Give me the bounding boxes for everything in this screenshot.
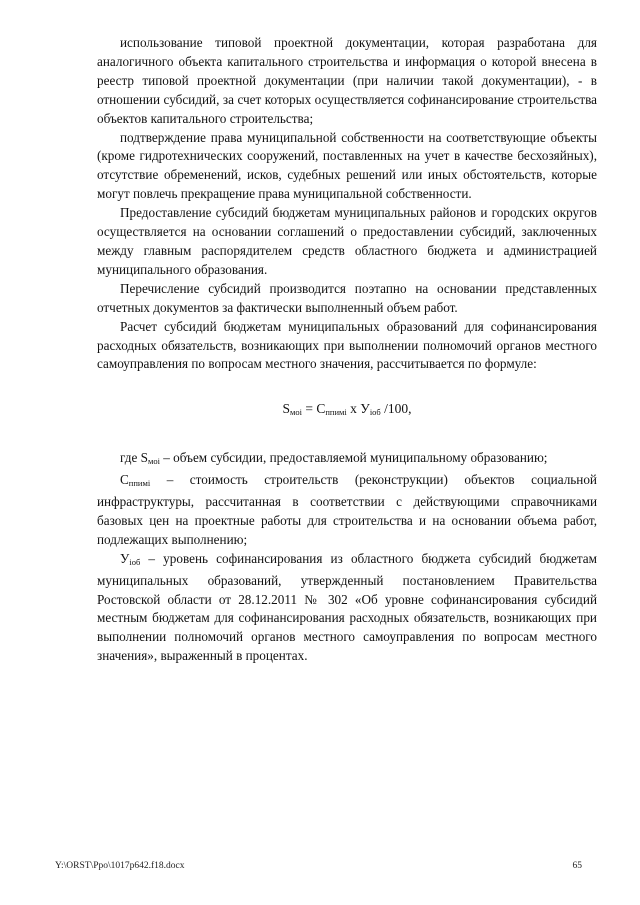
formula-eq: = C bbox=[301, 401, 326, 417]
definition-symbol-sub: iоб bbox=[129, 556, 141, 567]
definition-text: – стоимость строительств (реконструкции) объектов социальной инфраструктуры, рассчитанная в соответствии с действующими справочниками базовых цен на проектные работы для строительства и на основании объема работ, подлежащих выполнению; bbox=[97, 472, 597, 547]
definition-symbol-sub: моi bbox=[147, 456, 160, 467]
paragraph-typical-documentation: использование типовой проектной документации, которая разработана для аналогичного объекта капитального строительства и информация о которой внесена в реестр типовой проектной документации (при наличии такой документации), - в отношении субсидий, за счет которых осуществляется софинансирование строительства объектов капитального строительства; bbox=[97, 35, 597, 126]
definition-prefix: где bbox=[120, 450, 141, 466]
paragraph-subsidy-provision: Предоставление субсидий бюджетам муниципальных районов и городских округов осуществляется на основании соглашений о предоставлении субсидий, заключенных между главным распорядителем средств областного бюджета и администрацией муниципального образования. bbox=[97, 205, 597, 277]
formula-s-sub: моi bbox=[289, 407, 302, 418]
definition-text: – объем субсидии, предоставляемой муниципальному образованию; bbox=[159, 450, 548, 466]
formula-c-sub: ппимi bbox=[325, 407, 347, 418]
formula-mid: x У bbox=[346, 401, 370, 417]
footer-file-path: Y:\ORST\Ppo\1017p642.f18.docx bbox=[55, 861, 185, 871]
definition-c bbox=[97, 471, 597, 550]
formula-tail: /100, bbox=[380, 401, 412, 417]
formula-s: S bbox=[282, 401, 290, 417]
paragraph-transfer: Перечисление субсидий производится поэтапно на основании представленных отчетных документов за фактически выполненный объем работ. bbox=[97, 280, 597, 315]
definition-symbol-sub: ппимi bbox=[128, 478, 151, 489]
footer-page-number: 65 bbox=[572, 861, 582, 871]
document-body bbox=[97, 34, 597, 666]
definition-text: – уровень софинансирования из областного бюджета субсидий бюджетам муниципальных образований, утвержденный постановлением Правительства Ростовской области от 28.12.2011 № 302 «Об уровне софинансирования субсидий местным бюджетам для софинансирования расходных обязательств, возникающих при выполнении полномочий органов местного самоуправления по вопросам местного значения», выраженный в процентах. bbox=[97, 550, 597, 664]
definition-symbol: S bbox=[140, 450, 148, 466]
definition-symbol: У bbox=[120, 550, 130, 566]
subsidy-formula bbox=[97, 400, 597, 422]
definition-u bbox=[97, 550, 597, 666]
definition-s bbox=[97, 449, 597, 471]
formula-u-sub: iоб bbox=[369, 407, 381, 418]
definition-symbol: С bbox=[120, 472, 129, 488]
paragraph-ownership-confirmation: подтверждение права муниципальной собственности на соответствующие объекты (кроме гидротехнических сооружений, поставленных на учет в качестве бесхозяйных), отсутствие обременений, исков, судебных решений или иных обстоятельств, которые могут повлечь прекращение права муниципальной собственности. bbox=[97, 129, 597, 202]
paragraph-calculation: Расчет субсидий бюджетам муниципальных образований для софинансирования расходных обязательств, возникающих при выполнении полномочий органов местного самоуправления по вопросам местного значения, рассчитывается по формуле: bbox=[97, 318, 597, 372]
